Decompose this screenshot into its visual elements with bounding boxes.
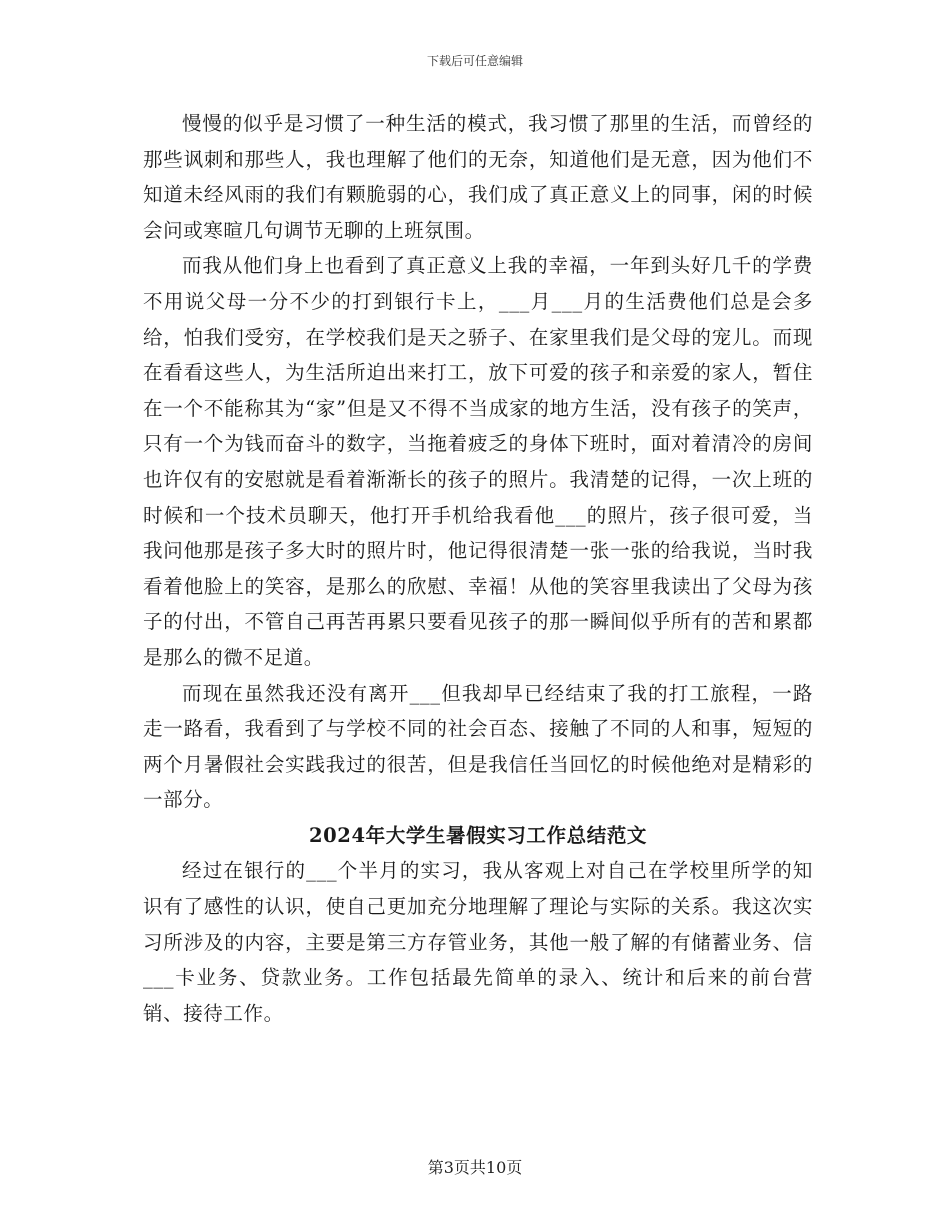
page-footer: 第3页共10页 — [427, 1158, 523, 1177]
page-header: 下载后可任意编辑 — [426, 54, 523, 68]
paragraph: 经过在银行的___个半月的实习，我从客观上对自己在学校里所学的知识有了感性的认识，使自己更加充分地理解了理论与实际的关系。我这次实习所涉及的内容，主要是第三方存管业务，其他一般了解的有储蓄业务、信___卡业务、贷款业务。工作包括最先简单的录入、统计和后来的前台营销、接待工作。 — [143, 859, 813, 1025]
paragraph: 而现在虽然我还没有离开___但我却早已经结束了我的打工旅程，一路走一路看，我看到了与学校不同的社会百态、接触了不同的人和事，短短的两个月暑假社会实践我过的很苦，但是我信任当回忆的时候他绝对是精彩的一部分。 — [143, 681, 813, 812]
paragraph: 而我从他们身上也看到了真正意义上我的幸福，一年到头好几千的学费不用说父母一分不少的打到银行卡上，___月___月的生活费他们总是会多给，怕我们受穷，在学校我们是天之骄子、在家里我们是父母的宠儿。而现在看看这些人，为生活所迫出来打工，放下可爱的孩子和亲爱的家人，暂住在一个不能称其为“家”但是又不得不当成家的地方生活，没有孩子的笑声，只有一个为钱而奋斗的数字，当拖着疲乏的身体下班时，面对着清冷的房间也许仅有的安慰就是看着渐渐长的孩子的照片。我清楚的记得，一次上班的时候和一个技术员聊天，他打开手机给我看他___的照片，孩子很可爱，当我问他那是孩子多大时的照片时，他记得很清楚一张一张的给我说，当时我看着他脸上的笑容，是那么的欣慰、幸福！从他的笑容里我读出了父母为孩子的付出，不管自己再苦再累只要看见孩子的那一瞬间似乎所有的苦和累都是那么的微不足道。 — [143, 254, 813, 669]
paragraph: 慢慢的似乎是习惯了一种生活的模式，我习惯了那里的生活，而曾经的那些讽刺和那些人，我也理解了他们的无奈，知道他们是无意，因为他们不知道未经风雨的我们有颗脆弱的心，我们成了真正意义上的同事，闲的时候会问或寒暄几句调节无聊的上班氛围。 — [143, 112, 813, 242]
document-body — [143, 106, 813, 1031]
section-title: 2024年大学生暑假实习工作总结范文 — [308, 823, 648, 847]
